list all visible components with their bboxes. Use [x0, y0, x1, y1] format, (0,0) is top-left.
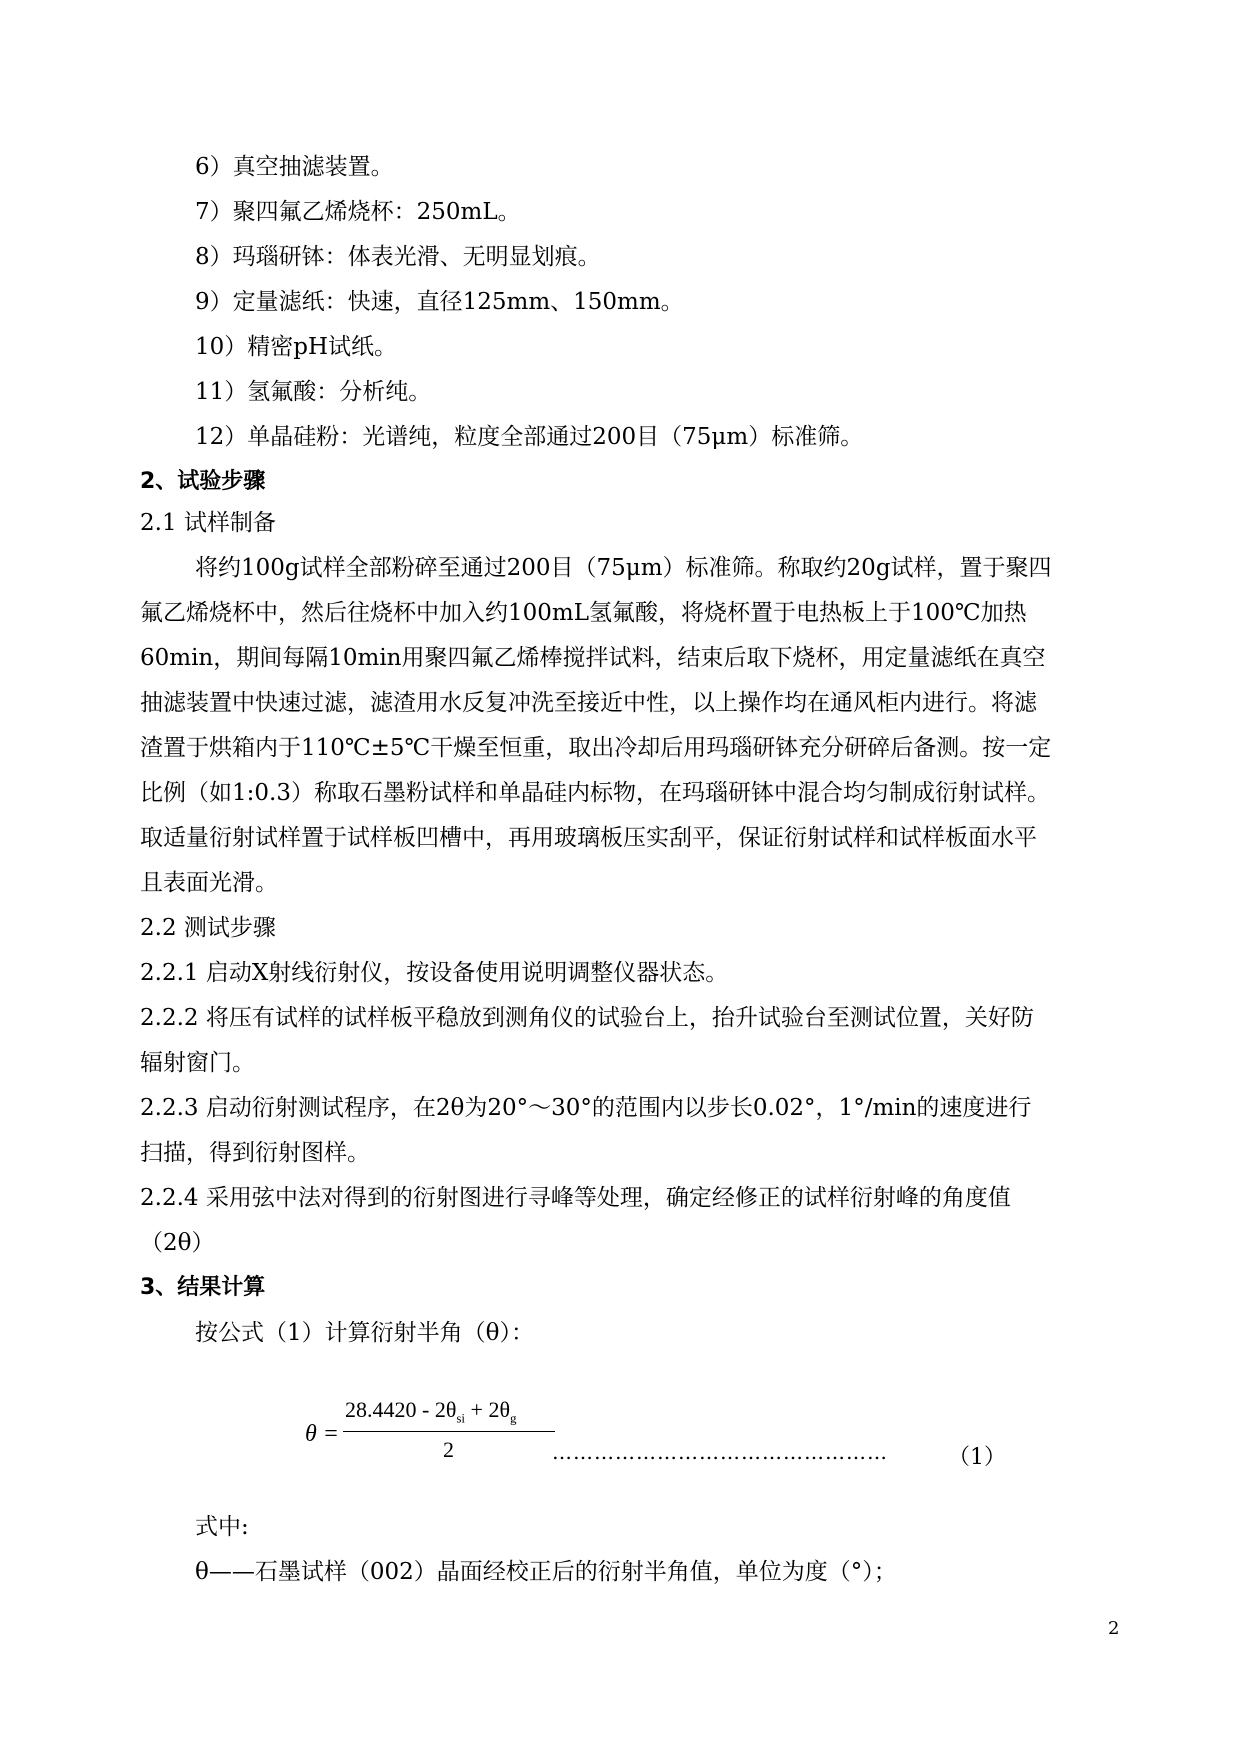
section-heading-3: 3、结果计算	[140, 1275, 266, 1300]
numerator-prefix: 28.4420 - 2θ	[345, 1397, 457, 1422]
paragraph-line-7: 取适量衍射试样置于试样板凹槽中，再用玻璃板压实刮平，保证衍射试样和试样板面水平	[140, 825, 1037, 851]
page-number: 2	[1108, 1618, 1120, 1639]
equation-number: （1）	[948, 1445, 1006, 1470]
step-2-2-4-continued: （2θ）	[140, 1230, 215, 1256]
formula-1	[305, 1393, 565, 1473]
paragraph-line-4: 抽滤装置中快速过滤，滤渣用水反复冲洗至接近中性，以上操作均在通风柜内进行。将滤	[140, 690, 1037, 716]
step-2-2-3-continued: 扫描，得到衍射图样。	[140, 1140, 370, 1166]
list-item-6: 6）真空抽滤装置。	[195, 154, 394, 180]
paragraph-line-1: 将约100g试样全部粉碎至通过200目（75μm）标准筛。称取约20g试样，置于聚四	[195, 555, 1052, 581]
list-item-11: 11）氢氟酸：分析纯。	[195, 379, 432, 405]
step-2-2-1: 2.2.1 启动X射线衍射仪，按设备使用说明调整仪器状态。	[140, 960, 729, 986]
formula-lhs: θ =	[305, 1421, 339, 1447]
list-item-7: 7）聚四氟乙烯烧杯：250mL。	[195, 199, 521, 225]
subscript-si: si	[456, 1410, 466, 1426]
formula-intro: 按公式（1）计算衍射半角（θ）：	[195, 1320, 534, 1346]
where-label: 式中:	[195, 1514, 249, 1540]
step-2-2-2-continued: 辐射窗门。	[140, 1050, 255, 1076]
subsection-heading-2-2: 2.2 测试步骤	[140, 915, 276, 941]
subscript-g: g	[510, 1410, 517, 1426]
paragraph-line-3: 60min，期间每隔10min用聚四氟乙烯棒搅拌试料，结束后取下烧杯，用定量滤纸在真空	[140, 645, 1046, 671]
paragraph-line-8: 且表面光滑。	[140, 870, 278, 896]
list-item-10: 10）精密pH试纸。	[195, 334, 398, 360]
step-2-2-3: 2.2.3 启动衍射测试程序，在2θ为20°～30°的范围内以步长0.02°，1°/min的速度进行	[140, 1095, 1032, 1121]
section-heading-2: 2、试验步骤	[140, 469, 266, 494]
numerator-mid: + 2θ	[465, 1397, 510, 1422]
step-2-2-2: 2.2.2 将压有试样的试样板平稳放到测角仪的试验台上，抬升试验台至测试位置，关好防	[140, 1005, 1034, 1031]
paragraph-line-2: 氟乙烯烧杯中，然后往烧杯中加入约100mL氢氟酸，将烧杯置于电热板上于100℃加热	[140, 600, 1027, 626]
leader-dots: …………………………………………	[552, 1440, 888, 1464]
paragraph-line-5: 渣置于烘箱内于110℃±5℃干燥至恒重，取出冷却后用玛瑙研钵充分研碎后备测。按一定	[140, 735, 1052, 761]
step-2-2-4: 2.2.4 采用弦中法对得到的衍射图进行寻峰等处理，确定经修正的试样衍射峰的角度值	[140, 1185, 1011, 1211]
list-item-9: 9）定量滤纸：快速，直径125mm、150mm。	[195, 289, 684, 315]
subsection-heading-2-1: 2.1 试样制备	[140, 510, 276, 536]
definition-theta: θ——石墨试样（002）晶面经校正后的衍射半角值，单位为度（°）；	[195, 1559, 897, 1585]
list-item-8: 8）玛瑙研钵：体表光滑、无明显划痕。	[195, 244, 601, 270]
formula-numerator	[345, 1397, 517, 1426]
formula-denominator: 2	[443, 1437, 454, 1462]
fraction-bar	[343, 1431, 555, 1432]
list-item-12: 12）单晶硅粉：光谱纯，粒度全部通过200目（75μm）标准筛。	[195, 424, 864, 450]
paragraph-line-6: 比例（如1:0.3）称取石墨粉试样和单晶硅内标物，在玛瑙研钵中混合均匀制成衍射试样。	[140, 780, 1050, 806]
